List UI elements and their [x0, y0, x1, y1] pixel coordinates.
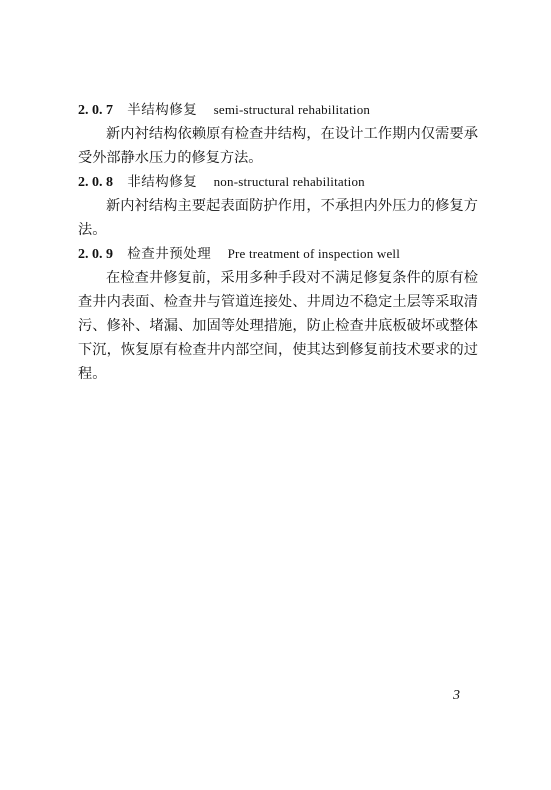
clause-definition: 新内衬结构依赖原有检查井结构，在设计工作期内仅需要承受外部静水压力的修复方法。: [78, 126, 478, 166]
clause-heading: [78, 98, 478, 122]
clause-number: 2. 0. 9: [78, 247, 113, 262]
term-english: semi-structural rehabilitation: [213, 102, 371, 117]
clause-2-0-9: [78, 242, 478, 386]
term-chinese: 半结构修复: [127, 102, 198, 118]
clause-number: 2. 0. 7: [78, 103, 113, 118]
clause-heading: [78, 242, 478, 266]
term-english: Pre treatment of inspection well: [227, 246, 401, 261]
clause-2-0-8: [78, 170, 478, 242]
clause-definition: 新内衬结构主要起表面防护作用，不承担内外压力的修复方法。: [78, 198, 478, 238]
clause-number: 2. 0. 8: [78, 175, 113, 190]
term-english: non-structural rehabilitation: [213, 174, 365, 189]
clause-definition: 在检查井修复前，采用多种手段对不满足修复条件的原有检查井内表面、检查井与管道连接处、井周边不稳定土层等采取清污、修补、堵漏、加固等处理措施，防止检查井底板破坏或整体下沉，恢复原有检查井内部空间，使其达到修复前技术要求的过程。: [78, 270, 478, 382]
page-number: 3: [453, 688, 460, 703]
clause-2-0-7: [78, 98, 478, 170]
term-chinese: 非结构修复: [127, 174, 198, 190]
clause-heading: [78, 170, 478, 194]
term-chinese: 检查井预处理: [127, 246, 212, 262]
